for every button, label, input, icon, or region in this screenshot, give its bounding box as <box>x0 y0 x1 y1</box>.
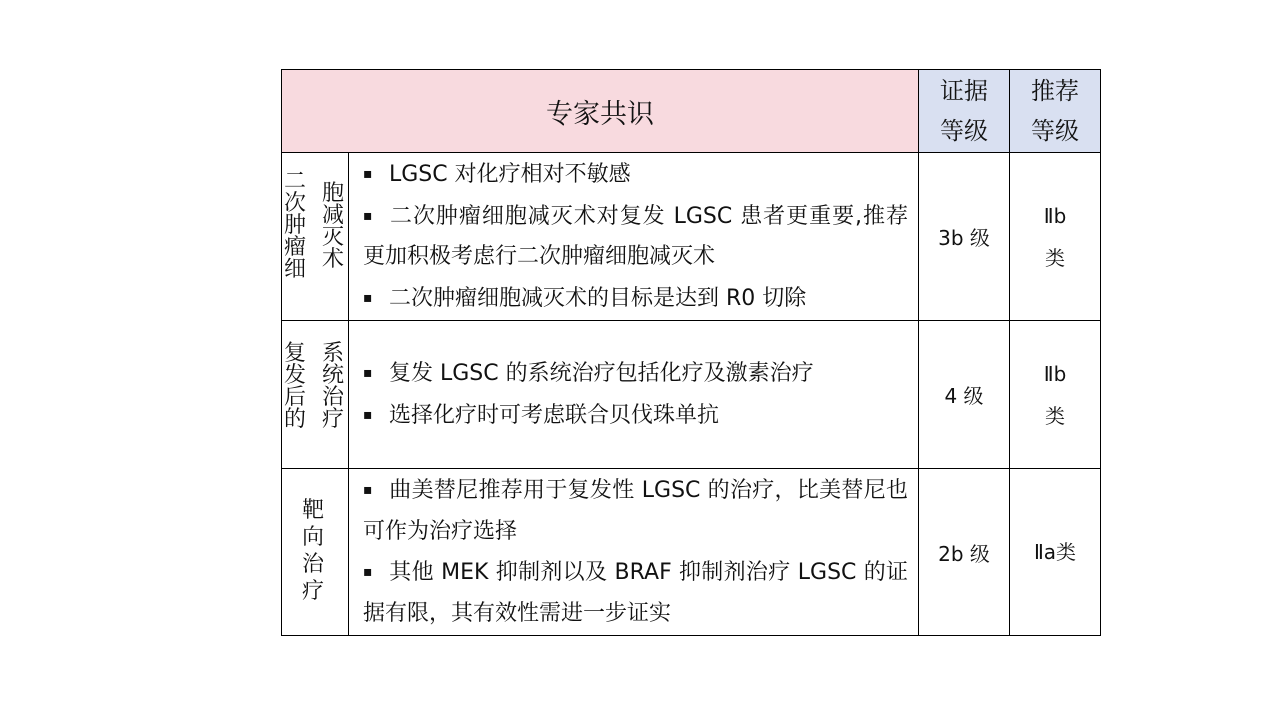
evidence-level: 4 级 <box>919 321 1010 469</box>
evidence-level-header <box>919 70 1010 153</box>
category-column-1: 复 发 后 的 <box>284 341 307 432</box>
recommendation-level-line1: Ⅱb <box>1043 203 1067 228</box>
row-category <box>282 469 349 636</box>
row-category <box>282 321 349 469</box>
bullet-item: ▪ LGSC 对化疗相对不敏感 <box>363 162 631 187</box>
consensus-content <box>349 153 919 321</box>
evidence-level-header-line1: 证据 <box>940 77 988 105</box>
recommendation-level <box>1010 321 1101 469</box>
expert-consensus-header: 专家共识 <box>282 70 919 153</box>
bullet-item: ▪ 曲美替尼推荐用于复发性 LGSC 的治疗，比美替尼也可作为治疗选择 <box>363 478 908 544</box>
recommendation-level-line1: Ⅱb <box>1043 361 1067 386</box>
recommendation-level-header-line2: 等级 <box>1031 117 1079 145</box>
recommendation-level-line2: 类 <box>1045 245 1065 270</box>
consensus-content <box>349 321 919 469</box>
recommendation-level-line2: 类 <box>1045 403 1065 428</box>
table-row <box>282 153 1101 321</box>
recommendation-level-header <box>1010 70 1101 153</box>
row-category <box>282 153 349 321</box>
consensus-content <box>349 469 919 636</box>
evidence-level: 2b 级 <box>919 469 1010 636</box>
header-row <box>282 70 1101 153</box>
evidence-level-header-line2: 等级 <box>940 117 988 145</box>
category-column-2: 系 统 治 疗 <box>322 341 345 432</box>
recommendation-level: Ⅱa类 <box>1010 469 1101 636</box>
recommendation-level-header-line1: 推荐 <box>1031 77 1079 105</box>
consensus-table <box>281 69 1101 636</box>
bullet-item: ▪ 复发 LGSC 的系统治疗包括化疗及激素治疗 <box>363 361 814 386</box>
recommendation-level <box>1010 153 1101 321</box>
category-column-2: 胞 减 灭 术 <box>322 181 345 272</box>
bullet-item: ▪ 二次肿瘤细胞减灭术对复发 LGSC 患者更重要,推荐更加积极考虑行二次肿瘤细胞减灭术 <box>363 203 908 269</box>
category-column-1: 靶 向 治 疗 <box>302 498 325 604</box>
bullet-item: ▪ 其他 MEK 抑制剂以及 BRAF 抑制剂治疗 LGSC 的证据有限，其有效性需进一步证实 <box>363 560 908 626</box>
evidence-level: 3b 级 <box>919 153 1010 321</box>
category-column-1: 二 次 肿 瘤 细 <box>284 169 307 282</box>
table-row <box>282 469 1101 636</box>
bullet-item: ▪ 选择化疗时可考虑联合贝伐珠单抗 <box>363 402 720 428</box>
bullet-item: ▪ 二次肿瘤细胞减灭术的目标是达到 R0 切除 <box>363 285 807 311</box>
table-row <box>282 321 1101 469</box>
